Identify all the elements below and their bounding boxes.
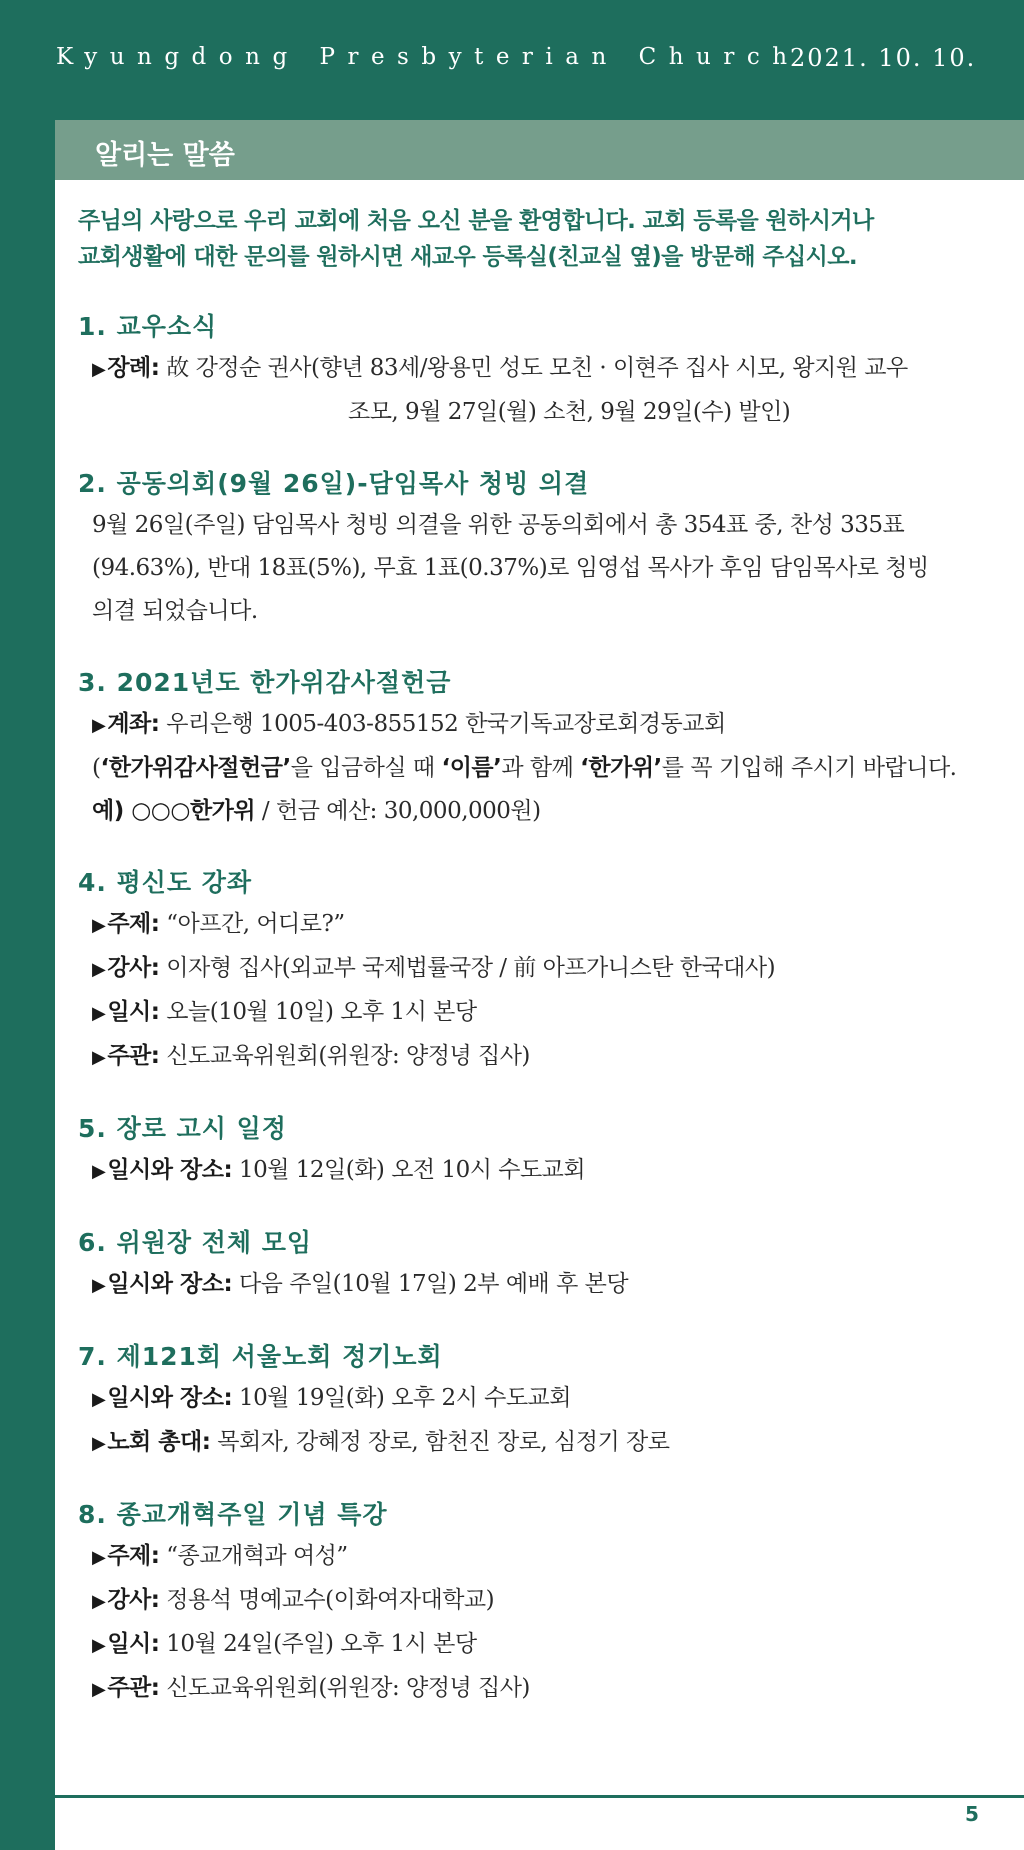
announcement-item <box>78 1495 993 1711</box>
bulletin-date: 2021. 10. 10. <box>790 44 977 72</box>
emphasis-text: 예) ○○○한가위 <box>92 798 256 824</box>
emphasis-text: ‘한가위감사절헌금’ <box>100 755 291 781</box>
arrow-bullet-icon: ▶ <box>92 1047 106 1068</box>
announcement-line <box>78 790 993 833</box>
welcome-line: 교회생활에 대한 문의를 원하시면 새교우 등록실(친교실 옆)을 방문해 주십시오. <box>78 244 857 270</box>
announcement-line <box>78 347 993 391</box>
line-text: 신도교육위원회(위원장: 양정녕 집사) <box>166 1675 530 1701</box>
announcement-line <box>78 703 993 747</box>
announcement-line: 9월 26일(주일) 담임목사 청빙 의결을 위한 공동의회에서 총 354표 중, 찬성 335표 <box>92 512 905 538</box>
announcement-item <box>78 1337 993 1465</box>
announcement-line <box>78 1579 993 1623</box>
emphasis-text: ‘이름’ <box>441 755 502 781</box>
line-text: “아프간, 어디로?” <box>166 911 345 937</box>
section-title: 알리는 말씀 <box>95 140 235 171</box>
announcement-line <box>78 1035 993 1079</box>
arrow-bullet-icon: ▶ <box>92 959 106 980</box>
announcement-line: (94.63%), 반대 18표(5%), 무효 1표(0.37%)로 임영섭 목사가 후임 담임목사로 청빙 <box>92 555 929 581</box>
line-label: 장례: <box>107 355 160 381</box>
announcement-item <box>78 464 993 633</box>
announcement-title: 8. 종교개혁주일 기념 특강 <box>78 1500 388 1529</box>
line-text: / 헌금 예산: 30,000,000원) <box>255 798 541 824</box>
line-text: 정용석 명예교수(이화여자대학교) <box>166 1587 495 1613</box>
announcement-line <box>78 747 993 790</box>
announcement-title: 7. 제121회 서울노회 정기노회 <box>78 1342 443 1371</box>
announcement-line: 의결 되었습니다. <box>92 598 258 624</box>
announcement-item <box>78 863 993 1079</box>
left-margin-band <box>0 0 55 1850</box>
line-text: 다음 주일(10월 17일) 2부 예배 후 본당 <box>238 1271 629 1297</box>
line-label: 주제: <box>107 1543 160 1569</box>
emphasis-text: ‘한가위’ <box>580 755 662 781</box>
announcement-title: 1. 교우소식 <box>78 312 218 341</box>
footer-rule <box>55 1795 1024 1798</box>
announcement-title: 4. 평신도 강좌 <box>78 868 253 897</box>
line-label: 일시: <box>107 999 160 1025</box>
line-label: 일시와 장소: <box>107 1157 233 1183</box>
page-number: 5 <box>965 1802 979 1826</box>
line-label: 일시: <box>107 1631 160 1657</box>
announcement-line <box>78 1667 993 1711</box>
line-text: “종교개혁과 여성” <box>166 1543 348 1569</box>
line-label: 노회 총대: <box>107 1429 211 1455</box>
line-text: ( <box>92 755 101 781</box>
church-name: Kyungdong Presbyterian Church <box>56 44 800 70</box>
line-text: 10월 24일(주일) 오후 1시 본당 <box>166 1631 477 1657</box>
line-text: 과 함께 <box>501 755 581 781</box>
arrow-bullet-icon: ▶ <box>92 1389 106 1410</box>
line-text: 목회자, 강혜정 장로, 함천진 장로, 심정기 장로 <box>217 1429 670 1455</box>
announcement-line <box>78 1535 993 1579</box>
announcement-title: 6. 위원장 전체 모임 <box>78 1228 313 1257</box>
line-text: 오늘(10월 10일) 오후 1시 본당 <box>166 999 477 1025</box>
arrow-bullet-icon: ▶ <box>92 1003 106 1024</box>
line-text: 을 입금하실 때 <box>290 755 442 781</box>
announcement-title: 5. 장로 고시 일정 <box>78 1114 287 1143</box>
announcement-line <box>78 1623 993 1667</box>
announcement-item <box>78 1109 993 1193</box>
line-text: 10월 12일(화) 오전 10시 수도교회 <box>238 1157 586 1183</box>
line-text: 를 꼭 기입해 주시기 바랍니다. <box>661 755 957 781</box>
welcome-line: 주님의 사랑으로 우리 교회에 처음 오신 분을 환영합니다. 교회 등록을 원하시거나 <box>78 208 874 234</box>
announcement-line <box>78 1421 993 1465</box>
announcements-body <box>78 203 993 1741</box>
announcement-line <box>78 1149 993 1193</box>
arrow-bullet-icon: ▶ <box>92 1635 106 1656</box>
announcement-line <box>78 947 993 991</box>
announcement-line <box>78 1377 993 1421</box>
line-label: 일시와 장소: <box>107 1385 233 1411</box>
announcement-line: 조모, 9월 27일(월) 소천, 9월 29일(수) 발인) <box>348 399 791 425</box>
arrow-bullet-icon: ▶ <box>92 359 106 380</box>
announcement-title: 3. 2021년도 한가위감사절헌금 <box>78 668 452 697</box>
announcement-title: 2. 공동의회(9월 26일)-담임목사 청빙 의결 <box>78 469 590 498</box>
announcement-item <box>78 307 993 434</box>
line-text: 故 강정순 권사(향년 83세/왕용민 성도 모친 · 이현주 집사 시모, 왕지원 교우 <box>166 355 908 381</box>
arrow-bullet-icon: ▶ <box>92 1161 106 1182</box>
line-label: 주관: <box>107 1043 160 1069</box>
welcome-message <box>78 203 993 275</box>
line-label: 일시와 장소: <box>107 1271 233 1297</box>
line-label: 강사: <box>107 955 160 981</box>
arrow-bullet-icon: ▶ <box>92 1679 106 1700</box>
section-header-bar <box>55 120 1024 180</box>
announcement-item <box>78 1223 993 1307</box>
announcement-line <box>78 991 993 1035</box>
arrow-bullet-icon: ▶ <box>92 1591 106 1612</box>
announcement-line <box>78 1263 993 1307</box>
arrow-bullet-icon: ▶ <box>92 1433 106 1454</box>
line-label: 계좌: <box>107 711 160 737</box>
line-text: 우리은행 1005-403-855152 한국기독교장로회경동교회 <box>166 711 726 737</box>
arrow-bullet-icon: ▶ <box>92 1275 106 1296</box>
announcement-line <box>78 903 993 947</box>
line-text: 10월 19일(화) 오후 2시 수도교회 <box>238 1385 571 1411</box>
arrow-bullet-icon: ▶ <box>92 715 106 736</box>
line-text: 이자형 집사(외교부 국제법률국장 / 前 아프가니스탄 한국대사) <box>166 955 776 981</box>
line-text: 신도교육위원회(위원장: 양정녕 집사) <box>166 1043 530 1069</box>
line-label: 주제: <box>107 911 160 937</box>
line-label: 주관: <box>107 1675 160 1701</box>
arrow-bullet-icon: ▶ <box>92 1547 106 1568</box>
arrow-bullet-icon: ▶ <box>92 915 106 936</box>
line-label: 강사: <box>107 1587 160 1613</box>
announcement-item <box>78 663 993 833</box>
